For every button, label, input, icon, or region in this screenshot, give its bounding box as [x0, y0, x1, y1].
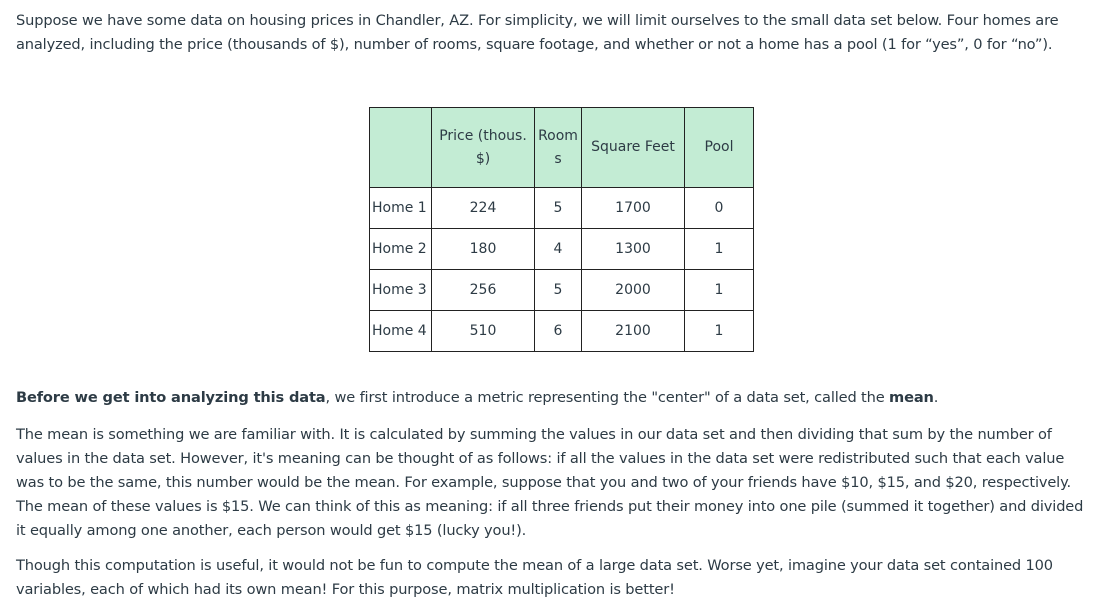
- table-row: [370, 229, 754, 270]
- cell-pool: 0: [685, 188, 754, 229]
- table-row: [370, 311, 754, 352]
- cell-pool: 1: [685, 311, 754, 352]
- cell-square-feet: 2100: [582, 311, 685, 352]
- cell-price: 256: [432, 270, 535, 311]
- table-header-row: [370, 108, 754, 188]
- mean-explanation-paragraph: The mean is something we are familiar with. It is calculated by summing the values in our data set and then dividing that sum by the number of values in the data set. However, it's meaning can be thought of as follows: if all the values in the data set were redistributed such that each value was to be the same, this number would be the mean. For example, suppose that you and two of your friends have $10, $15, and $20, respectively. The mean of these values is $15. We can think of this as meaning: if all three friends put their money into one pile (summed it together) and divided it equally among one another, each person would get $15 (lucky you!).: [16, 426, 1084, 539]
- cell-price: 224: [432, 188, 535, 229]
- cell-rooms: 6: [535, 311, 582, 352]
- cell-square-feet: 1700: [582, 188, 685, 229]
- cell-price: 510: [432, 311, 535, 352]
- mean-term: mean: [889, 389, 934, 406]
- matrix-multiplication-paragraph: Though this computation is useful, it would not be fun to compute the mean of a large data set. Worse yet, imagine your data set contained 100 variables, each of which had its own mean! For this purpose, matrix multiplication is better!: [16, 557, 1053, 598]
- cell-pool: 1: [685, 270, 754, 311]
- cell-rooms: 5: [535, 188, 582, 229]
- header-cell-blank: [370, 108, 432, 188]
- mean-intro-text: , we first introduce a metric representing the "center" of a data set, called the: [325, 389, 890, 406]
- cell-pool: 1: [685, 229, 754, 270]
- table-row: [370, 188, 754, 229]
- cell-square-feet: 2000: [582, 270, 685, 311]
- header-cell-square-feet: Square Feet: [582, 108, 685, 188]
- header-cell-price: Price (thous. $): [432, 108, 535, 188]
- period: .: [933, 389, 939, 406]
- header-cell-rooms: Rooms: [535, 108, 582, 188]
- cell-square-feet: 1300: [582, 229, 685, 270]
- row-label: Home 4: [370, 311, 432, 352]
- row-label: Home 1: [370, 188, 432, 229]
- cell-rooms: 5: [535, 270, 582, 311]
- row-label: Home 3: [370, 270, 432, 311]
- header-cell-pool: Pool: [685, 108, 754, 188]
- intro-paragraph: Suppose we have some data on housing prices in Chandler, AZ. For simplicity, we will limit ourselves to the small data set below. Four homes are analyzed, including the price (thousands of $), number of rooms, square footage, and whether or not a home has a pool (1 for “yes”, 0 for “no”).: [16, 12, 1059, 53]
- mean-intro-paragraph: [16, 386, 1096, 410]
- table-row: [370, 270, 754, 311]
- cell-rooms: 4: [535, 229, 582, 270]
- row-label: Home 2: [370, 229, 432, 270]
- bold-lead-text: Before we get into analyzing this data: [16, 389, 326, 406]
- housing-data-table: [369, 107, 754, 352]
- cell-price: 180: [432, 229, 535, 270]
